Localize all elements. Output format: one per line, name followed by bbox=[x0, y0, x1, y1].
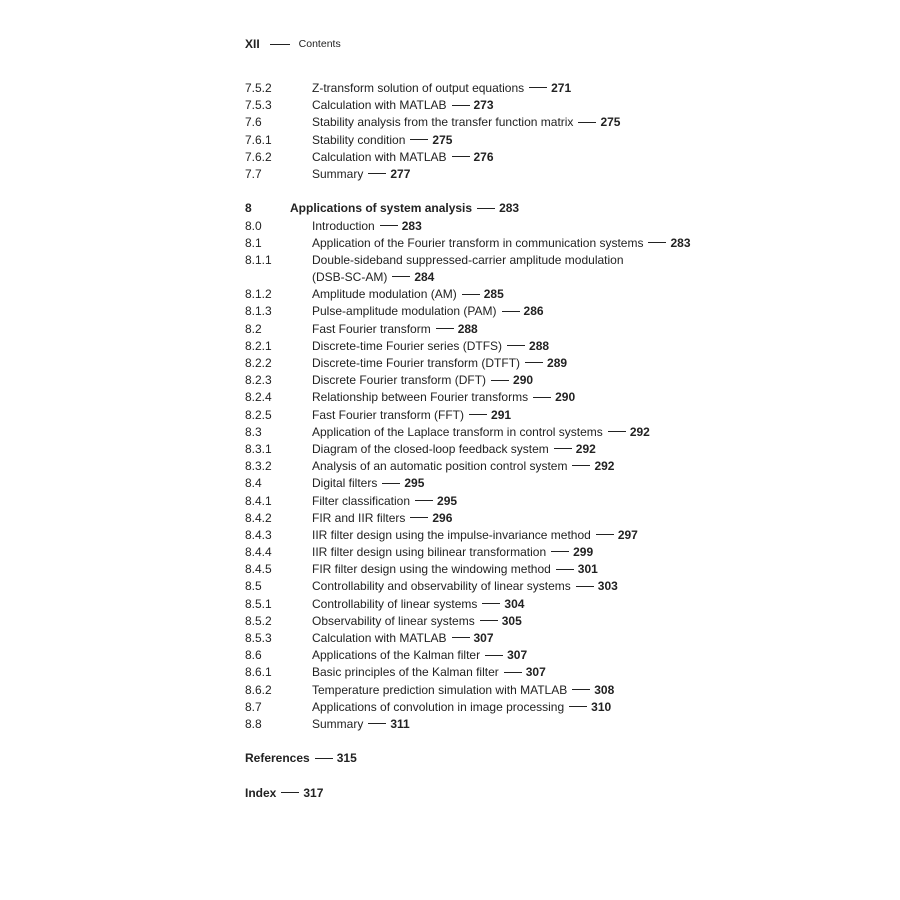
section-title bbox=[312, 235, 691, 252]
toc-entry bbox=[245, 510, 865, 527]
page-ref: 288 bbox=[529, 338, 550, 353]
section-title-text: Filter classification bbox=[312, 493, 411, 508]
running-header bbox=[245, 37, 341, 51]
page-ref: 271 bbox=[551, 81, 572, 95]
leader-dash bbox=[525, 362, 543, 363]
page-ref: 289 bbox=[547, 356, 568, 371]
leader-dash bbox=[452, 105, 470, 106]
toc-entry bbox=[245, 372, 865, 389]
leader-dash bbox=[452, 637, 470, 638]
section-title-text: Controllability of linear systems bbox=[312, 596, 478, 611]
page-ref: 276 bbox=[473, 149, 494, 164]
section-number: 8.2.1 bbox=[245, 338, 272, 353]
section-title-text: Observability of linear systems bbox=[312, 613, 475, 628]
section-title bbox=[312, 252, 624, 286]
leader-dash bbox=[382, 483, 400, 484]
section-number: 8.4.5 bbox=[245, 562, 272, 577]
section-title-text: Basic principles of the Kalman filter bbox=[312, 665, 499, 680]
section-title-text: Amplitude modulation (AM) bbox=[312, 287, 457, 302]
toc-entry bbox=[245, 475, 865, 492]
section-number: 7.6.1 bbox=[245, 132, 272, 147]
section-number: 8.4.2 bbox=[245, 510, 272, 525]
leader-dash bbox=[533, 397, 551, 398]
section-title bbox=[312, 682, 614, 699]
page-ref: 285 bbox=[483, 287, 504, 302]
section-title bbox=[312, 355, 567, 372]
page-ref: 317 bbox=[303, 785, 324, 800]
section-title bbox=[312, 647, 527, 664]
section-title bbox=[312, 97, 494, 114]
leader-dash bbox=[415, 500, 433, 501]
references-title-text: References bbox=[245, 751, 310, 766]
section-number: 8.2.4 bbox=[245, 390, 272, 405]
toc-entry bbox=[245, 682, 865, 699]
section-title bbox=[312, 716, 410, 733]
page-number: XII bbox=[245, 37, 260, 51]
toc-entry bbox=[245, 321, 865, 338]
section-number: 8.4.1 bbox=[245, 493, 272, 508]
toc-entry bbox=[245, 80, 865, 97]
section-title-line-1: Double-sideband suppressed-carrier amplitude modulation bbox=[312, 252, 624, 267]
section-number: 8.6.2 bbox=[245, 682, 272, 697]
section-title-text: Summary bbox=[312, 716, 364, 731]
section-number: 8.7 bbox=[245, 699, 262, 714]
leader-dash bbox=[410, 139, 428, 140]
page-ref: 305 bbox=[501, 613, 522, 628]
section-title-text: (DSB-SC-AM) bbox=[312, 270, 388, 285]
page-ref: 315 bbox=[336, 751, 357, 766]
section-title bbox=[312, 596, 524, 613]
page-ref: 283 bbox=[670, 235, 691, 250]
section-title-text: Summary bbox=[312, 166, 364, 181]
toc-entry bbox=[245, 699, 865, 716]
section-title-text: Z-transform solution of output equations bbox=[312, 81, 525, 95]
section-title bbox=[312, 664, 546, 681]
spacer bbox=[245, 733, 865, 750]
toc-entry bbox=[245, 286, 865, 303]
section-number: 8.6.1 bbox=[245, 665, 272, 680]
section-title bbox=[312, 475, 424, 492]
page-ref: 301 bbox=[577, 562, 598, 577]
toc-entry bbox=[245, 596, 865, 613]
toc-entry bbox=[245, 527, 865, 544]
page-ref: 299 bbox=[573, 545, 594, 560]
leader-dash bbox=[491, 380, 509, 381]
leader-dash bbox=[410, 517, 428, 518]
page-ref: 295 bbox=[437, 493, 458, 508]
leader-dash bbox=[368, 173, 386, 174]
section-title bbox=[312, 458, 614, 475]
page-ref: 307 bbox=[473, 631, 494, 646]
section-title bbox=[312, 441, 596, 458]
leader-dash bbox=[477, 208, 495, 209]
section-title-text: Fast Fourier transform bbox=[312, 321, 431, 336]
section-title-text: Application of the Fourier transform in communication systems bbox=[312, 235, 644, 250]
section-number: 8.3.2 bbox=[245, 459, 272, 474]
section-number: 8.4.4 bbox=[245, 545, 272, 560]
page-ref: 303 bbox=[597, 579, 618, 594]
section-number: 8.1.2 bbox=[245, 287, 272, 302]
page-ref: 275 bbox=[432, 132, 453, 147]
chapter-number: 8 bbox=[245, 201, 252, 216]
page-ref: 307 bbox=[507, 648, 528, 663]
leader-dash bbox=[556, 569, 574, 570]
section-title bbox=[312, 613, 522, 630]
section-title bbox=[312, 407, 511, 424]
section-title bbox=[312, 338, 549, 355]
section-title-text: Discrete-time Fourier transform (DTFT) bbox=[312, 356, 521, 371]
toc-entry bbox=[245, 149, 865, 166]
leader-dash bbox=[482, 603, 500, 604]
toc-entry bbox=[245, 338, 865, 355]
section-title bbox=[312, 510, 452, 527]
section-title-text: Relationship between Fourier transforms bbox=[312, 390, 529, 405]
section-title-text: FIR and IIR filters bbox=[312, 510, 406, 525]
page-ref: 307 bbox=[525, 665, 546, 680]
toc-entry bbox=[245, 389, 865, 406]
section-title bbox=[312, 80, 571, 97]
page-ref: 291 bbox=[491, 407, 512, 422]
page-ref: 273 bbox=[473, 98, 494, 113]
section-number: 7.5.2 bbox=[245, 81, 272, 95]
section-title-text: Pulse-amplitude modulation (PAM) bbox=[312, 304, 497, 319]
toc-entry bbox=[245, 252, 865, 286]
page-ref: 292 bbox=[594, 459, 615, 474]
leader-dash bbox=[551, 551, 569, 552]
section-number: 8.2 bbox=[245, 321, 262, 336]
toc-entry bbox=[245, 664, 865, 681]
leader-dash bbox=[529, 87, 547, 88]
section-title-text: Controllability and observability of linear systems bbox=[312, 579, 571, 594]
toc-entry bbox=[245, 561, 865, 578]
page-ref: 283 bbox=[499, 201, 520, 216]
toc-entry bbox=[245, 218, 865, 235]
references-title bbox=[245, 750, 357, 767]
section-number: 8.1.3 bbox=[245, 304, 272, 319]
toc-entry bbox=[245, 716, 865, 733]
page-ref: 296 bbox=[432, 510, 453, 525]
page-ref: 284 bbox=[414, 270, 435, 285]
page-ref: 292 bbox=[629, 424, 650, 439]
toc-entry bbox=[245, 132, 865, 149]
section-title bbox=[312, 578, 618, 595]
section-title bbox=[312, 149, 494, 166]
section-number: 8.0 bbox=[245, 218, 262, 233]
toc-entry bbox=[245, 114, 865, 131]
section-number: 8.5.3 bbox=[245, 631, 272, 646]
spacer bbox=[245, 183, 865, 200]
page-ref: 311 bbox=[390, 716, 410, 731]
table-of-contents bbox=[245, 80, 865, 802]
toc-entry bbox=[245, 303, 865, 320]
section-number: 8.5.2 bbox=[245, 613, 272, 628]
section-title bbox=[312, 424, 650, 441]
section-title bbox=[312, 218, 422, 235]
section-number: 8.6 bbox=[245, 648, 262, 663]
section-title-text: IIR filter design using bilinear transformation bbox=[312, 545, 547, 560]
index-title bbox=[245, 785, 323, 802]
section-title-text: Diagram of the closed-loop feedback system bbox=[312, 441, 549, 456]
leader-dash bbox=[462, 294, 480, 295]
leader-dash bbox=[480, 620, 498, 621]
page-ref: 308 bbox=[594, 682, 615, 697]
leader-dash bbox=[485, 655, 503, 656]
leader-dash bbox=[554, 448, 572, 449]
toc-entry bbox=[245, 613, 865, 630]
section-number: 8.2.3 bbox=[245, 373, 272, 388]
section-title-text: FIR filter design using the windowing method bbox=[312, 562, 551, 577]
toc-entry bbox=[245, 493, 865, 510]
page-ref: 297 bbox=[617, 527, 638, 542]
page-ref: 292 bbox=[575, 441, 596, 456]
running-title: Contents bbox=[298, 38, 341, 50]
toc-entry bbox=[245, 578, 865, 595]
page-ref: 304 bbox=[504, 596, 525, 611]
section-number: 8.3.1 bbox=[245, 441, 272, 456]
toc-chapter-entry bbox=[245, 200, 865, 217]
leader-dash bbox=[648, 242, 666, 243]
leader-dash bbox=[436, 328, 454, 329]
section-title bbox=[312, 372, 533, 389]
leader-dash bbox=[368, 723, 386, 724]
page-ref: 295 bbox=[404, 476, 425, 491]
section-title bbox=[312, 166, 410, 183]
section-title-text: Discrete Fourier transform (DFT) bbox=[312, 373, 487, 388]
page-ref: 310 bbox=[591, 699, 612, 714]
toc-entry bbox=[245, 166, 865, 183]
leader-dash bbox=[469, 414, 487, 415]
section-number: 8.1.1 bbox=[245, 252, 272, 267]
section-number: 8.2.5 bbox=[245, 407, 272, 422]
section-number: 8.5 bbox=[245, 579, 262, 594]
page-ref: 290 bbox=[513, 373, 534, 388]
section-title-text: Calculation with MATLAB bbox=[312, 631, 447, 646]
toc-index-entry bbox=[245, 785, 865, 802]
page-ref: 283 bbox=[401, 218, 422, 233]
toc-entry bbox=[245, 355, 865, 372]
leader-dash bbox=[608, 431, 626, 432]
leader-dash bbox=[380, 225, 398, 226]
section-title bbox=[312, 389, 575, 406]
page-ref: 290 bbox=[555, 390, 576, 405]
toc-entry bbox=[245, 647, 865, 664]
leader-dash bbox=[572, 465, 590, 466]
section-title bbox=[312, 630, 494, 647]
section-number: 8.5.1 bbox=[245, 596, 272, 611]
section-title bbox=[312, 303, 544, 320]
leader-dash bbox=[392, 276, 410, 277]
section-title-line-2 bbox=[312, 269, 624, 286]
section-title-text: Discrete-time Fourier series (DTFS) bbox=[312, 338, 503, 353]
section-title-text: Calculation with MATLAB bbox=[312, 98, 447, 113]
section-title-text: Fast Fourier transform (FFT) bbox=[312, 407, 465, 422]
leader-dash bbox=[452, 156, 470, 157]
toc-references-entry bbox=[245, 750, 865, 767]
toc-entry bbox=[245, 630, 865, 647]
leader-dash bbox=[578, 122, 596, 123]
index-title-text: Index bbox=[245, 785, 277, 800]
section-title bbox=[312, 699, 611, 716]
section-title-text: Applications of the Kalman filter bbox=[312, 648, 481, 663]
section-number: 8.3 bbox=[245, 424, 262, 439]
chapter-title bbox=[290, 200, 519, 217]
leader-dash bbox=[281, 792, 299, 793]
section-title-text: Calculation with MATLAB bbox=[312, 149, 447, 164]
section-title-text: Digital filters bbox=[312, 476, 378, 491]
toc-entry bbox=[245, 441, 865, 458]
section-title-text: Stability condition bbox=[312, 132, 406, 147]
section-number: 7.6 bbox=[245, 115, 262, 130]
leader-dash bbox=[576, 586, 594, 587]
section-title-text: Applications of convolution in image processing bbox=[312, 699, 565, 714]
section-number: 8.8 bbox=[245, 716, 262, 731]
section-number: 8.4 bbox=[245, 476, 262, 491]
toc-entry bbox=[245, 458, 865, 475]
leader-dash bbox=[502, 311, 520, 312]
section-title bbox=[312, 132, 452, 149]
section-title-text: IIR filter design using the impulse-invariance method bbox=[312, 527, 591, 542]
section-title-text: Application of the Laplace transform in control systems bbox=[312, 424, 603, 439]
section-number: 8.1 bbox=[245, 235, 262, 250]
section-title bbox=[312, 561, 598, 578]
toc-entry bbox=[245, 407, 865, 424]
header-rule bbox=[270, 44, 290, 45]
leader-dash bbox=[572, 689, 590, 690]
section-title bbox=[312, 114, 620, 131]
section-title-text: Analysis of an automatic position control system bbox=[312, 459, 568, 474]
toc-entry bbox=[245, 424, 865, 441]
page-ref: 288 bbox=[457, 321, 478, 336]
page-ref: 277 bbox=[390, 166, 411, 181]
section-number: 7.7 bbox=[245, 166, 262, 181]
section-title-text: Stability analysis from the transfer function matrix bbox=[312, 115, 574, 130]
page-ref: 275 bbox=[600, 115, 621, 130]
toc-entry bbox=[245, 544, 865, 561]
page-ref: 286 bbox=[523, 304, 544, 319]
section-title bbox=[312, 527, 638, 544]
toc-entry bbox=[245, 97, 865, 114]
chapter-title-text: Applications of system analysis bbox=[290, 201, 473, 216]
section-title bbox=[312, 286, 504, 303]
section-title-text: Temperature prediction simulation with MATLAB bbox=[312, 682, 568, 697]
section-title-text: Introduction bbox=[312, 218, 375, 233]
section-title bbox=[312, 493, 457, 510]
section-number: 7.6.2 bbox=[245, 149, 272, 164]
section-number: 8.2.2 bbox=[245, 356, 272, 371]
leader-dash bbox=[596, 534, 614, 535]
leader-dash bbox=[315, 758, 333, 759]
leader-dash bbox=[569, 706, 587, 707]
section-number: 8.4.3 bbox=[245, 527, 272, 542]
leader-dash bbox=[504, 672, 522, 673]
section-title bbox=[312, 544, 593, 561]
toc-entry bbox=[245, 235, 865, 252]
section-number: 7.5.3 bbox=[245, 98, 272, 113]
section-title bbox=[312, 321, 478, 338]
spacer bbox=[245, 768, 865, 785]
leader-dash bbox=[507, 345, 525, 346]
